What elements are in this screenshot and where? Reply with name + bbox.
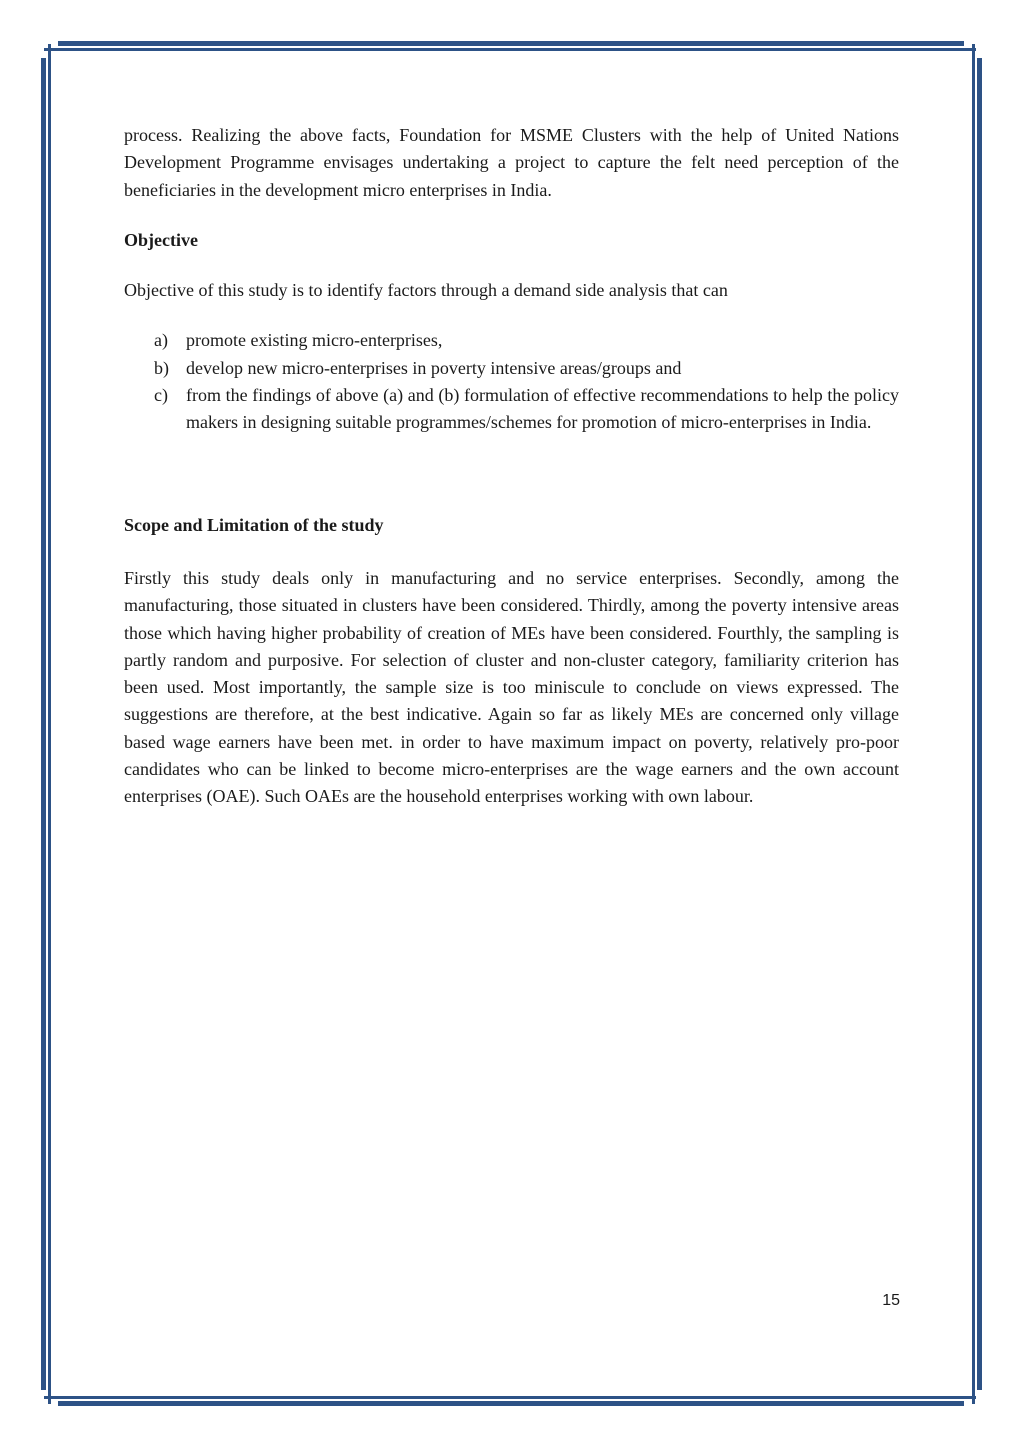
- list-item: [124, 327, 899, 354]
- page-content: [124, 122, 899, 811]
- page-border-left-inner: [48, 44, 51, 1404]
- list-item: [124, 382, 899, 437]
- objective-lead: Objective of this study is to identify factors through a demand side analysis that can: [124, 280, 728, 301]
- list-item: [124, 355, 899, 382]
- intro-paragraph: process. Realizing the above facts, Foundation for MSME Clusters with the help of United Nations Development Programme envisages undertaking a project to capture the felt need perception of the beneficiaries in the development micro enterprises in India.: [124, 125, 899, 200]
- page-border-top-inner: [44, 48, 976, 51]
- page-border-bottom: [58, 1401, 964, 1406]
- page-border-bottom-inner: [44, 1396, 976, 1399]
- page-border-right-inner: [972, 44, 975, 1404]
- page-border-right: [977, 58, 982, 1390]
- list-item-text: promote existing micro-enterprises,: [186, 330, 443, 351]
- page-border-left: [41, 58, 46, 1390]
- scope-paragraph: Firstly this study deals only in manufacturing and no service enterprises. Secondly, among the manufacturing, those situated in clusters have been considered. Thirdly, among the poverty intensive areas those which having higher probability of creation of MEs have been considered. Fourthly, the sampling is partly random and purposive. For selection of cluster and non-cluster category, familiarity criterion has been used. Most importantly, the sample size is too miniscule to conclude on views expressed. The suggestions are therefore, at the best indicative. Again so far as likely MEs are concerned only village based wage earners have been met. in order to have maximum impact on poverty, relatively pro-poor candidates who can be linked to become micro-enterprises are the wage earners and the own account enterprises (OAE). Such OAEs are the household enterprises working with own labour.: [124, 567, 899, 807]
- objective-list: [124, 327, 899, 436]
- list-marker: c): [154, 385, 168, 406]
- page-border-top: [58, 41, 964, 46]
- list-item-text: from the findings of above (a) and (b) formulation of effective recommendations to help the policy makers in designing suitable programmes/schemes for promotion of micro-enterprises in India.: [186, 385, 899, 433]
- list-marker: a): [154, 330, 168, 351]
- list-item-text: develop new micro-enterprises in poverty intensive areas/groups and: [186, 357, 682, 378]
- objective-heading: Objective: [124, 229, 198, 250]
- page-number: 15: [882, 1292, 900, 1309]
- list-marker: b): [154, 357, 169, 378]
- scope-heading: Scope and Limitation of the study: [124, 514, 384, 535]
